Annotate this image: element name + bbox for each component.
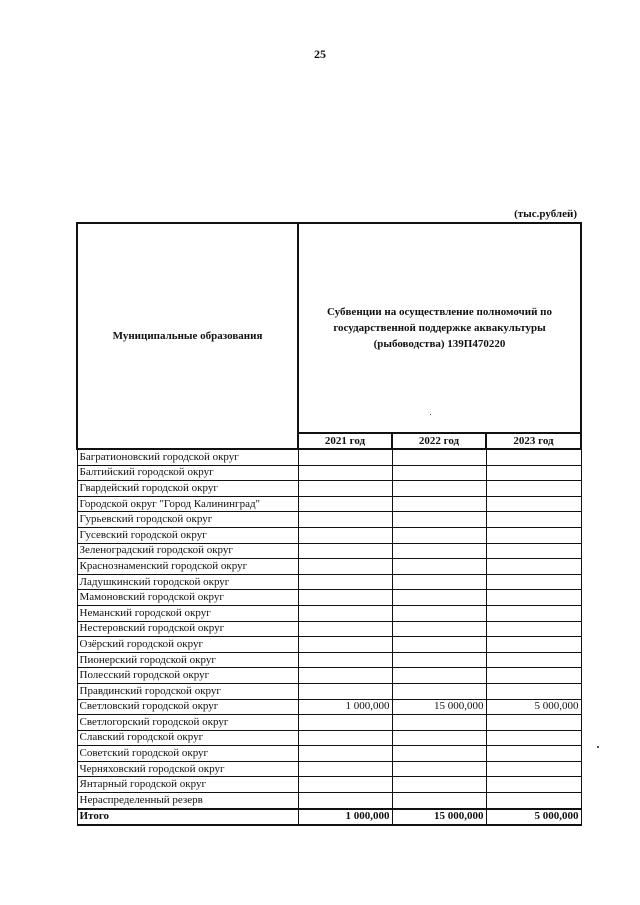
municipality-name-cell: Городской округ "Город Калининград" (77, 496, 298, 512)
value-2023-cell (486, 715, 581, 731)
value-2022-cell (392, 496, 486, 512)
table-row (77, 543, 581, 559)
municipality-name-cell: Зеленоградский городской округ (77, 543, 298, 559)
table-row (77, 637, 581, 653)
value-2021-cell (298, 668, 392, 684)
value-2022-cell (392, 465, 486, 481)
value-2021-cell (298, 590, 392, 606)
value-2023-cell (486, 730, 581, 746)
units-label: (тыс.рублей) (514, 208, 577, 220)
table-row (77, 777, 581, 793)
value-2022-cell (392, 449, 486, 465)
value-2022-cell (392, 652, 486, 668)
municipality-name-cell: Мамоновский городской округ (77, 590, 298, 606)
header-year-2021: 2021 год (298, 433, 392, 449)
value-2023-cell (486, 746, 581, 762)
value-2022-cell (392, 512, 486, 528)
header-subvention: Субвенции на осуществление полномочий по государственной поддержке аквакультуры (рыбоводства) 139П470220 (298, 223, 581, 433)
value-2022-cell (392, 683, 486, 699)
municipality-name-cell: Итого (77, 809, 298, 826)
value-2023-cell (486, 683, 581, 699)
total-row (77, 809, 581, 826)
value-2021-cell (298, 683, 392, 699)
municipality-name-cell: Нераспределенный резерв (77, 793, 298, 809)
value-2023-cell (486, 512, 581, 528)
value-2021-cell (298, 793, 392, 809)
municipality-name-cell: Пионерский городской округ (77, 652, 298, 668)
municipality-name-cell: Советский городской округ (77, 746, 298, 762)
value-2022-cell (392, 746, 486, 762)
value-2023-cell (486, 496, 581, 512)
value-2023-cell (486, 652, 581, 668)
table-row (77, 730, 581, 746)
table-row (77, 590, 581, 606)
value-2021-cell (298, 637, 392, 653)
municipality-name-cell: Багратионовский городской округ (77, 449, 298, 465)
header-year-2022: 2022 год (392, 433, 486, 449)
value-2022-cell (392, 761, 486, 777)
municipality-name-cell: Гурьевский городской округ (77, 512, 298, 528)
value-2023-cell (486, 481, 581, 497)
value-2022-cell (392, 730, 486, 746)
scan-speck (597, 746, 599, 748)
value-2022-cell (392, 605, 486, 621)
table-body (77, 449, 581, 825)
table-row (77, 746, 581, 762)
value-2023-cell (486, 621, 581, 637)
table-row (77, 574, 581, 590)
municipality-name-cell: Славский городской округ (77, 730, 298, 746)
value-2021-cell (298, 465, 392, 481)
value-2022-cell (392, 637, 486, 653)
table-row (77, 793, 581, 809)
municipality-name-cell: Ладушкинский городской округ (77, 574, 298, 590)
value-2021-cell (298, 777, 392, 793)
table-row (77, 621, 581, 637)
value-2022-cell (392, 715, 486, 731)
value-2021-cell (298, 559, 392, 575)
value-2022-cell (392, 527, 486, 543)
value-2023-cell (486, 605, 581, 621)
table-row (77, 652, 581, 668)
value-2022-cell (392, 559, 486, 575)
page-number: 25 (314, 47, 326, 61)
value-2021-cell (298, 730, 392, 746)
value-2023-cell (486, 590, 581, 606)
value-2023-cell (486, 465, 581, 481)
value-2023-cell (486, 527, 581, 543)
value-2021-cell (298, 605, 392, 621)
table-row (77, 683, 581, 699)
municipality-name-cell: Полесский городской округ (77, 668, 298, 684)
value-2021-cell (298, 481, 392, 497)
value-2021-cell (298, 449, 392, 465)
value-2021-cell (298, 512, 392, 528)
header-year-2023: 2023 год (486, 433, 581, 449)
municipality-name-cell: Гвардейский городской округ (77, 481, 298, 497)
value-2023-cell (486, 574, 581, 590)
table-row (77, 465, 581, 481)
value-2023-cell (486, 761, 581, 777)
value-2022-cell (392, 668, 486, 684)
value-2023-cell (486, 543, 581, 559)
value-2023-cell (486, 559, 581, 575)
table-row (77, 481, 581, 497)
municipality-name-cell: Нестеровский городской округ (77, 621, 298, 637)
value-2021-cell: 1 000,000 (298, 699, 392, 715)
scan-speck (430, 414, 431, 415)
value-2021-cell (298, 496, 392, 512)
municipality-name-cell: Светловский городской округ (77, 699, 298, 715)
municipality-name-cell: Черняховский городской округ (77, 761, 298, 777)
municipality-name-cell: Неманский городской округ (77, 605, 298, 621)
table-row (77, 496, 581, 512)
table-row (77, 761, 581, 777)
municipality-name-cell: Светлогорский городской округ (77, 715, 298, 731)
table-row (77, 559, 581, 575)
value-2023-cell (486, 668, 581, 684)
municipality-name-cell: Озёрский городской округ (77, 637, 298, 653)
value-2021-cell (298, 652, 392, 668)
value-2022-cell (392, 543, 486, 559)
municipality-name-cell: Балтийский городской округ (77, 465, 298, 481)
value-2021-cell (298, 746, 392, 762)
value-2021-cell (298, 527, 392, 543)
subvention-table (76, 222, 582, 826)
value-2023-cell (486, 793, 581, 809)
municipality-name-cell: Правдинский городской округ (77, 683, 298, 699)
value-2021-cell (298, 761, 392, 777)
table-row (77, 699, 581, 715)
table-row (77, 715, 581, 731)
table-row (77, 449, 581, 465)
value-2021-cell (298, 543, 392, 559)
table-row (77, 668, 581, 684)
value-2022-cell (392, 777, 486, 793)
value-2023-cell: 5 000,000 (486, 699, 581, 715)
municipality-name-cell: Краснознаменский городской округ (77, 559, 298, 575)
value-2021-cell (298, 621, 392, 637)
value-2022-cell (392, 621, 486, 637)
value-2022-cell (392, 574, 486, 590)
value-2023-cell (486, 777, 581, 793)
value-2022-cell: 15 000,000 (392, 809, 486, 826)
table-row (77, 527, 581, 543)
value-2021-cell (298, 715, 392, 731)
value-2021-cell (298, 574, 392, 590)
header-municipality: Муниципальные образования (77, 223, 298, 449)
value-2022-cell (392, 590, 486, 606)
value-2022-cell (392, 793, 486, 809)
value-2023-cell: 5 000,000 (486, 809, 581, 826)
table-row (77, 605, 581, 621)
value-2021-cell: 1 000,000 (298, 809, 392, 826)
table-row (77, 512, 581, 528)
value-2022-cell: 15 000,000 (392, 699, 486, 715)
municipality-name-cell: Гусевский городской округ (77, 527, 298, 543)
value-2023-cell (486, 637, 581, 653)
value-2023-cell (486, 449, 581, 465)
municipality-name-cell: Янтарный городской округ (77, 777, 298, 793)
value-2022-cell (392, 481, 486, 497)
